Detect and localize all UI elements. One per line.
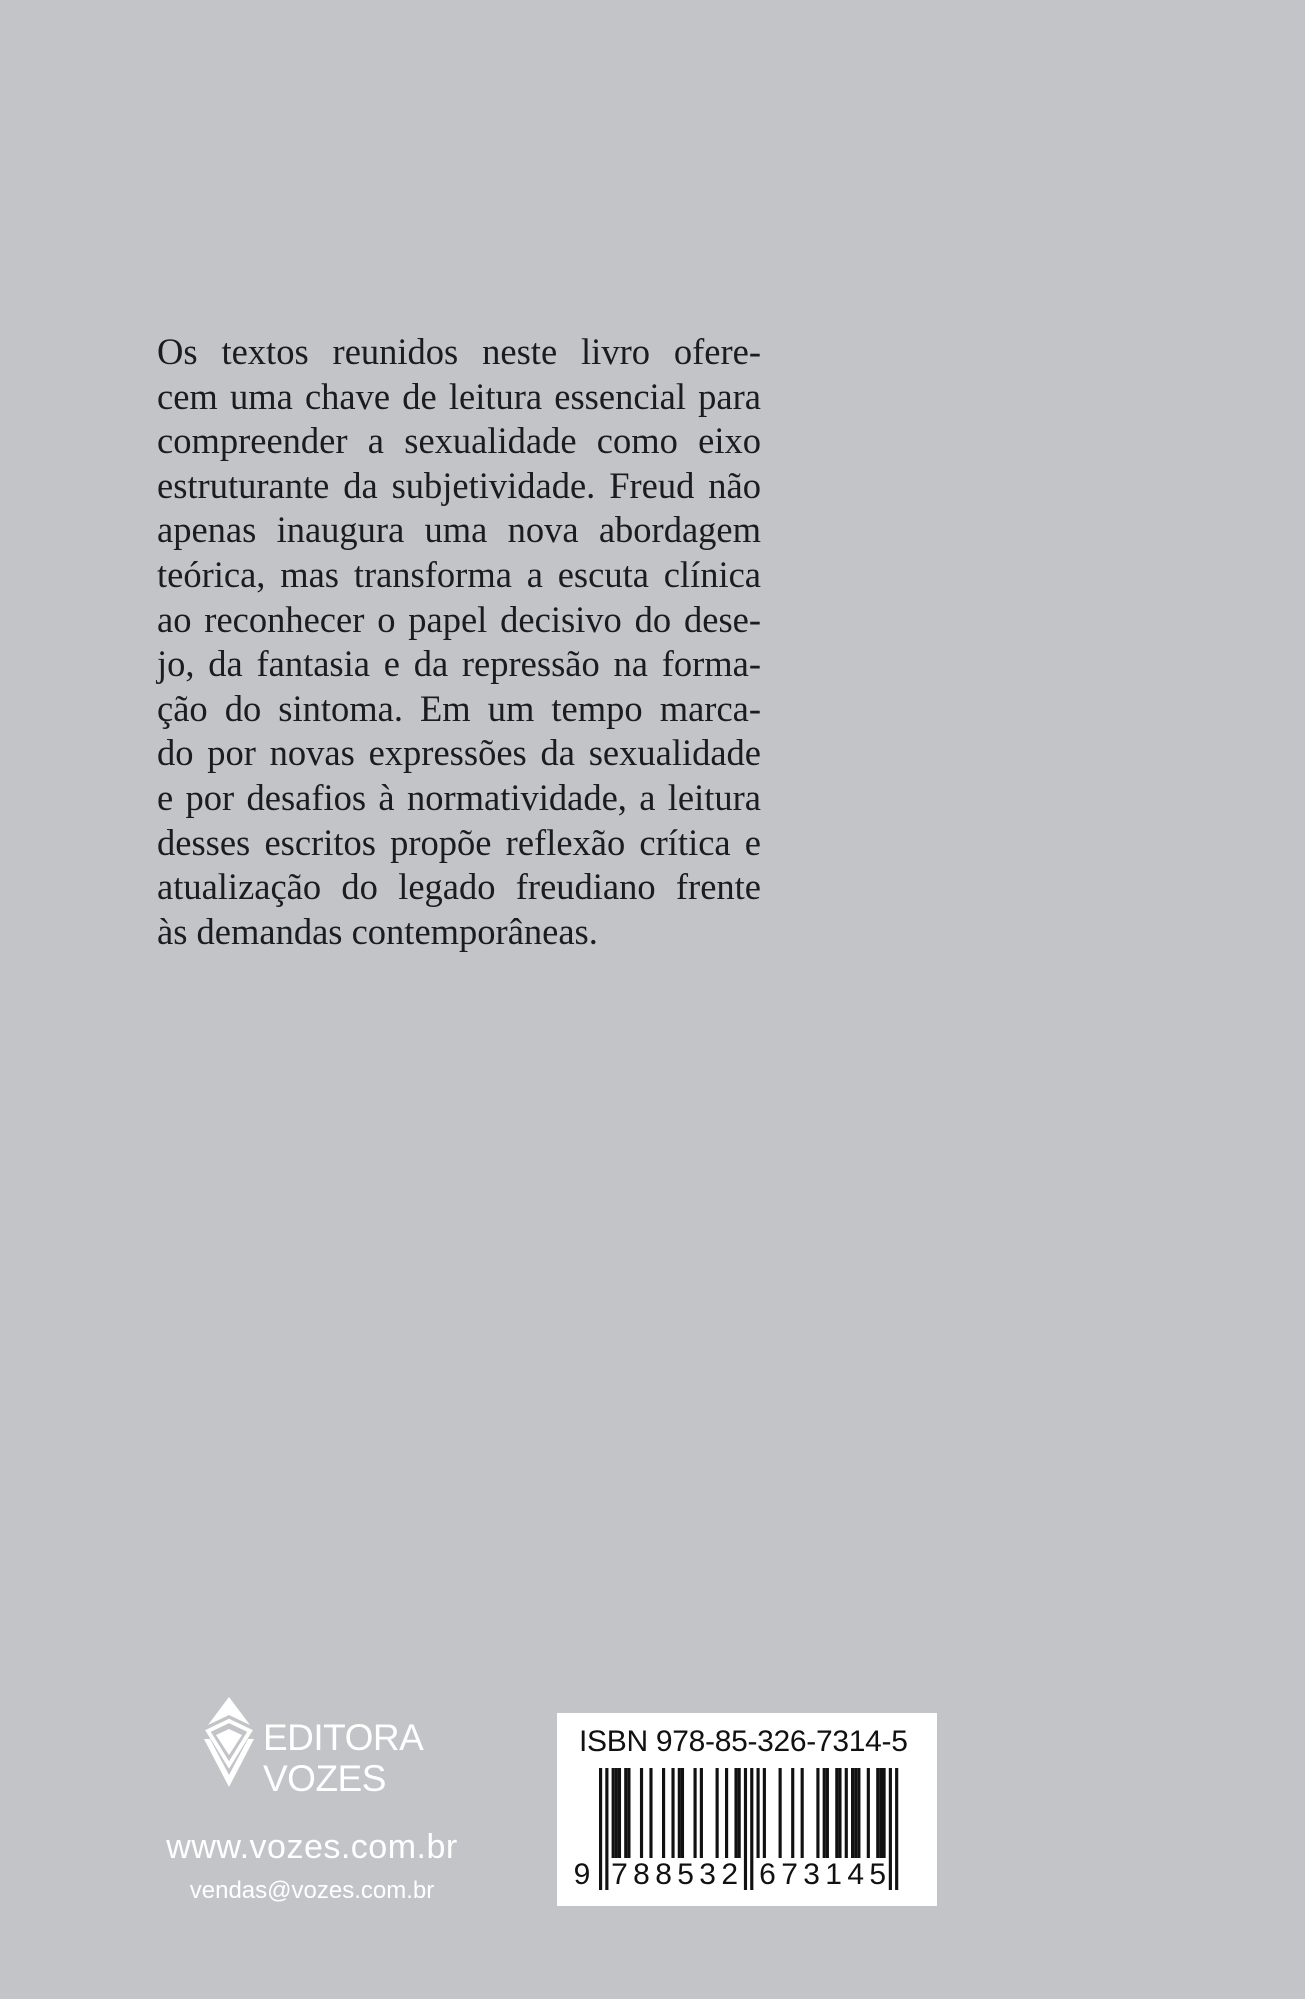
blurb-line: atualização do legado freudiano frente (157, 866, 761, 908)
blurb-line: às demandas contemporâneas. (157, 910, 598, 952)
barcode-bar (883, 1768, 886, 1858)
blurb-line: estruturante da subjetividade. Freud não (157, 464, 761, 506)
blurb-line: ção do sintoma. Em um tempo marca- (157, 687, 761, 729)
publisher-name-line1: EDITORA (263, 1717, 424, 1758)
barcode-bar (757, 1768, 760, 1858)
barcode-bar (671, 1768, 674, 1858)
barcode-bar (716, 1768, 719, 1858)
barcode-bar (662, 1768, 665, 1858)
publisher-email-link[interactable]: vendas@vozes.com.br (189, 1877, 435, 1904)
barcode-bar (867, 1768, 870, 1858)
barcode-bar (700, 1768, 703, 1858)
barcode-digit: 7 (611, 1858, 628, 1891)
barcode-bar (681, 1768, 684, 1858)
barcode-bar (851, 1768, 854, 1858)
barcode-bar (823, 1768, 826, 1858)
barcode-bar (615, 1768, 618, 1858)
barcode-bar (694, 1768, 697, 1858)
barcode-bar (624, 1768, 627, 1858)
barcode-bar (612, 1768, 615, 1858)
blurb-line: e por desafios à normatividade, a leitura (157, 776, 761, 818)
barcode-bar (857, 1768, 860, 1858)
barcode-bar (763, 1768, 766, 1858)
barcode-bar (876, 1768, 879, 1858)
barcode-bar (835, 1768, 838, 1858)
barcode-digit: 9 (573, 1858, 591, 1891)
editora-vozes-logo-icon (200, 1695, 258, 1790)
barcode-bar (678, 1768, 681, 1858)
blurb-line: cem uma chave de leitura essencial para (157, 375, 761, 417)
isbn-barcode (557, 1713, 937, 1906)
blurb-line: Os textos reunidos neste livro ofere- (157, 331, 761, 372)
barcode-bar (725, 1768, 728, 1858)
blurb-line: teórica, mas transforma a escuta clínica (157, 553, 761, 595)
barcode-bar (779, 1768, 782, 1858)
barcode-bar (826, 1768, 829, 1858)
blurb-line: jo, da fantasia e da repressão na forma- (157, 643, 761, 685)
barcode-digit: 4 (847, 1858, 865, 1891)
blurb-line: desses escritos propõe reflexão crítica e (157, 821, 761, 863)
barcode-digit: 3 (803, 1858, 820, 1891)
barcode-bar (816, 1768, 819, 1858)
barcode-digit: 5 (869, 1858, 887, 1891)
barcode-digit: 2 (721, 1858, 739, 1891)
blurb-line: apenas inaugura uma nova abordagem (157, 509, 761, 551)
blurb-text (157, 330, 761, 954)
barcode-digit: 8 (633, 1858, 650, 1891)
barcode-bar (838, 1768, 841, 1858)
barcode-bar (618, 1768, 621, 1858)
isbn-label: ISBN 978-85-326-7314-5 (579, 1725, 908, 1758)
barcode-bar (801, 1768, 804, 1858)
barcode-bar (738, 1768, 741, 1858)
publisher-website-link[interactable]: www.vozes.com.br (166, 1828, 458, 1866)
barcode-digit: 6 (759, 1858, 776, 1891)
barcode-bar (845, 1768, 848, 1858)
blurb-line: do por novas expressões da sexualidade (157, 732, 761, 774)
barcode-digits (557, 1858, 937, 1898)
barcode-bar (879, 1768, 882, 1858)
barcode-bar (854, 1768, 857, 1858)
barcode-bar (649, 1768, 652, 1858)
barcode-digit: 7 (781, 1858, 798, 1891)
barcode-digit: 5 (677, 1858, 694, 1891)
barcode-bar (734, 1768, 737, 1858)
blurb-line: compreender a sexualidade como eixo (157, 420, 761, 462)
barcode-bar (627, 1768, 630, 1858)
barcode-digit: 3 (699, 1858, 716, 1891)
barcode-digit: 8 (655, 1858, 672, 1891)
barcode-bar (791, 1768, 794, 1858)
publisher-logo-block (200, 1695, 450, 1815)
barcode-digit: 1 (825, 1858, 842, 1891)
publisher-name-line2: VOZES (263, 1758, 386, 1799)
barcode-bar (640, 1768, 643, 1858)
blurb-line: ao reconhecer o papel decisivo do dese- (157, 598, 761, 640)
